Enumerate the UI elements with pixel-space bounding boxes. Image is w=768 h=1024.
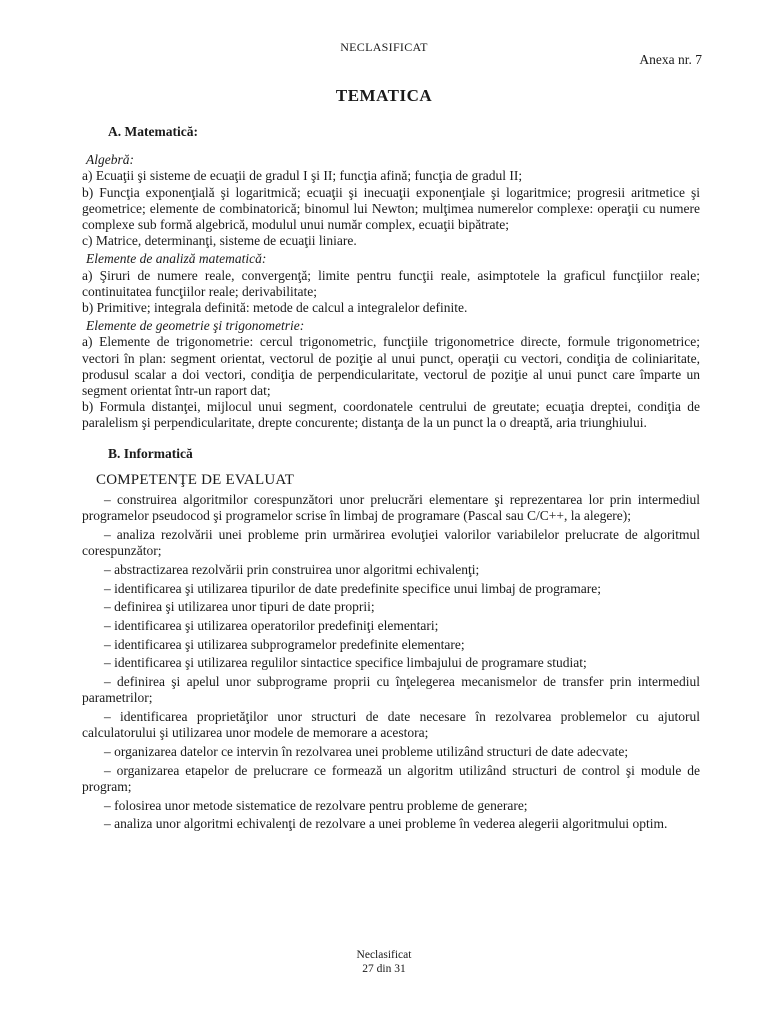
competence-item: – identificarea şi utilizarea subprogramelor predefinite elementare; <box>104 636 465 652</box>
section-a-heading: A. Matematică: <box>108 124 198 139</box>
geometry-subheading: Elemente de geometrie şi trigonometrie: <box>86 318 305 334</box>
competence-item: – analiza unor algoritmi echivalenţi de rezolvare a unei probleme în vederea alegerii algoritmului optim. <box>104 816 668 832</box>
competence-item: – identificarea proprietăţilor unor structuri de date necesare în rezolvarea problemelor cu ajutorul calculatorului şi utilizarea unor modele de memorare a acestora; <box>82 709 700 741</box>
algebra-subheading: Algebră: <box>86 152 134 168</box>
list-item: b) Formula distanţei, mijlocul unui segment, coordonatele centrului de greutate; ecuaţia dreptei, condiţia de paralelism şi perpendicularitate, drepte concurente; distanţa de la un punct la o dreaptă, aria triunghiului. <box>82 399 700 431</box>
document-body <box>82 124 700 832</box>
footer-classification: Neclasificat <box>356 949 412 961</box>
page-title: TEMATICA <box>335 86 433 105</box>
classification-header: NECLASIFICAT <box>340 40 428 54</box>
competence-item: – identificarea şi utilizarea tipurilor de date predefinite specifice unui limbaj de programare; <box>104 580 602 596</box>
competence-item: – abstractizarea rezolvării prin construirea unor algoritmi echivalenţi; <box>104 561 480 577</box>
page-footer <box>0 948 768 976</box>
list-item: b) Primitive; integrala definită: metode de calcul a integralelor definite. <box>82 300 468 316</box>
competence-item: – construirea algoritmilor corespunzători unor prelucrări elementare şi reprezentarea lor prin intermediul programelor pseudocod şi programelor scrise în limbaj de programare (Pascal sau C/C++, la alegere); <box>82 492 700 524</box>
competences-list <box>82 492 700 832</box>
section-b-heading: B. Informatică <box>108 445 193 461</box>
list-item: a) Ecuaţii şi sisteme de ecuaţii de gradul I şi II; funcţia afină; funcţia de gradul II; <box>82 168 523 184</box>
competence-item: – organizarea datelor ce intervin în rezolvarea unei probleme utilizând structuri de date adecvate; <box>104 743 629 759</box>
competence-item: – identificarea şi utilizarea operatorilor predefiniţi elementari; <box>104 617 439 633</box>
page-number: 27 din 31 <box>362 963 406 975</box>
analysis-subheading: Elemente de analiză matematică: <box>86 251 267 267</box>
list-item: b) Funcţia exponenţială şi logaritmică; ecuaţii şi inecuaţii exponenţiale şi logaritmice; progresii aritmetice şi geometrice; elemente de combinatorică; binomul lui Newton; mulţimea numerelor complexe: operaţii cu numere complexe sub formă algebrică, modulul unui număr complex, ecuaţii bipătrate; <box>82 184 700 233</box>
analysis-list <box>82 268 700 317</box>
list-item: a) Şiruri de numere reale, convergenţă; limite pentru funcţii reale, asimptotele la graficul funcţiilor reale; continuitatea funcţiilor reale; derivabilitate; <box>82 267 700 299</box>
competence-item: – definirea şi apelul unor subprograme proprii cu înţelegerea mecanismelor de transfer prin intermediul parametrilor; <box>82 674 700 706</box>
list-item: a) Elemente de trigonometrie: cercul trigonometric, funcţiile trigonometrice directe, formule trigonometrice; vectori în plan: segment orientat, vectorul de poziţie al unui punct, operaţii cu vectori, condiţia de coliniaritate, produsul scalar a doi vectori, condiţia de perpendicularitate, vectorul de poziţie al unui punct care împarte un segment orientat într-un raport dat; <box>82 334 700 399</box>
list-item: c) Matrice, determinanţi, sisteme de ecuaţii liniare. <box>82 233 357 249</box>
competence-item: – organizarea etapelor de prelucrare ce formează un algoritm utilizând structuri de control şi module de program; <box>82 762 700 794</box>
competence-item: – definirea şi utilizarea unor tipuri de date proprii; <box>104 599 375 615</box>
competence-item: – identificarea şi utilizarea regulilor sintactice specifice limbajului de programare studiat; <box>104 655 587 671</box>
competence-item: – folosirea unor metode sistematice de rezolvare pentru probleme de generare; <box>104 797 528 813</box>
competences-heading: COMPETENŢE DE EVALUAT <box>96 471 295 488</box>
annex-label: Anexa nr. 7 <box>639 52 702 67</box>
geometry-list <box>82 334 700 431</box>
algebra-list <box>82 168 700 249</box>
competence-item: – analiza rezolvării unei probleme prin urmărirea evoluţiei valorilor variabilelor prelucrate de algoritmul corespunzător; <box>82 526 700 559</box>
